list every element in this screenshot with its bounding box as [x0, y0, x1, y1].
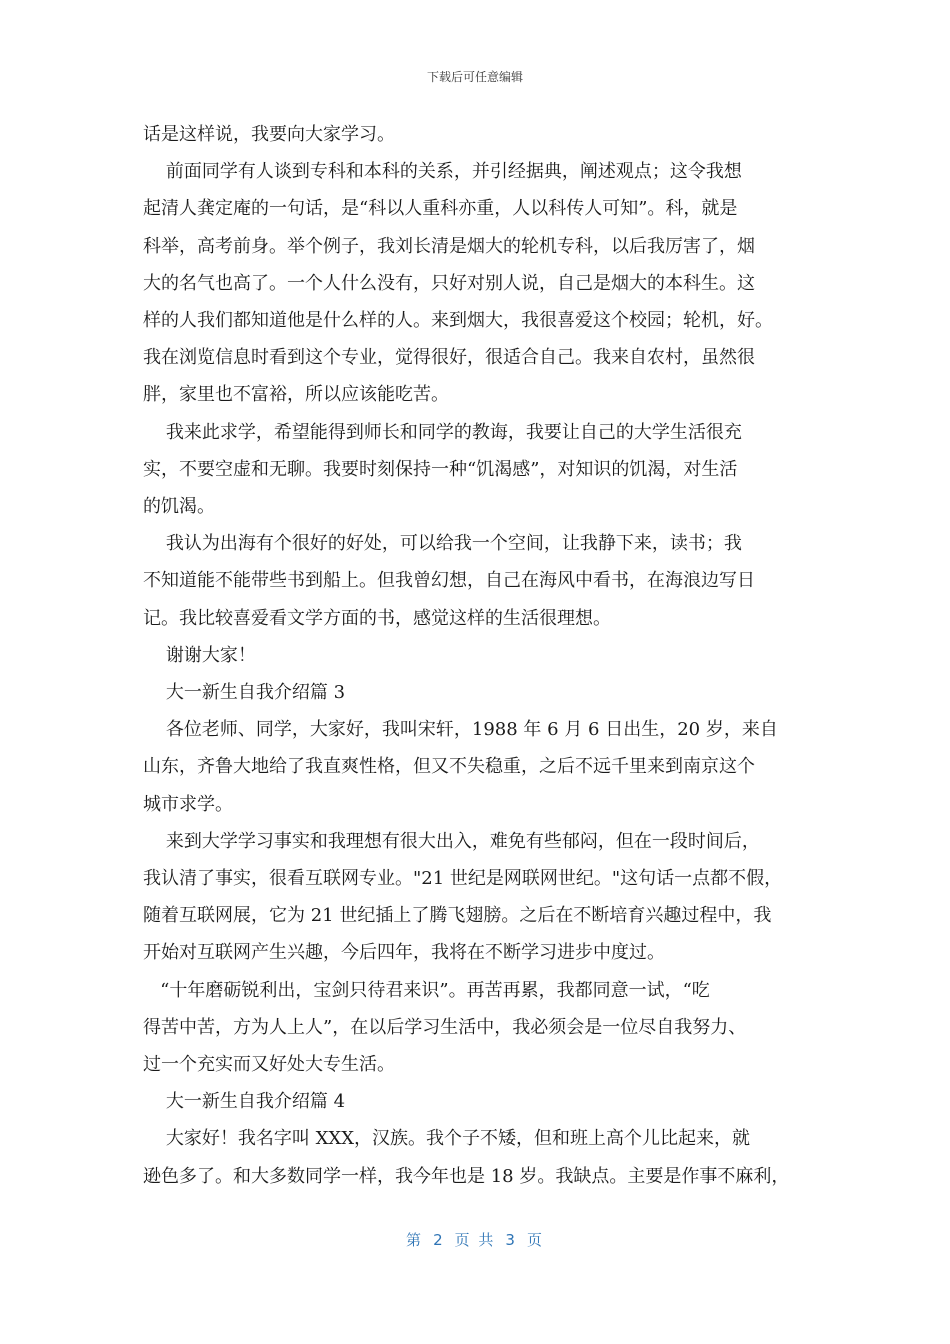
text-line: 科举，高考前身。举个例子，我刘长清是烟大的轮机专科，以后我厉害了，烟 [143, 235, 755, 257]
text-line: 起清人龚定庵的一句话，是“科以人重科亦重，人以科传人可知”。科，就是 [143, 198, 738, 220]
header-note: 下载后可任意编辑 [426, 70, 523, 84]
footer-total-pages: 3 [505, 1231, 517, 1249]
text-line: 样的人我们都知道他是什么样的人。来到烟大，我很喜爱这个校园；轮机，好。 [143, 310, 773, 332]
footer-page-number: 2 [433, 1231, 445, 1249]
text-line: 我认清了事实，很看互联网专业。"21 世纪是网联网世纪。"这句话一点都不假， [143, 868, 783, 890]
text-line: 实，不要空虚和无聊。我要时刻保持一种“饥渴感”，对知识的饥渴，对生活 [143, 458, 738, 480]
text-line: 过一个充实而又好处大专生活。 [143, 1054, 395, 1076]
text-line: 前面同学有人谈到专科和本科的关系，并引经据典，阐述观点；这令我想 [143, 161, 742, 183]
footer-prefix: 第 [406, 1231, 424, 1249]
text-line: 记。我比较喜爱看文学方面的书，感觉这样的生活很理想。 [143, 607, 611, 629]
text-line: 我在浏览信息时看到这个专业，觉得很好，很适合自己。我来自农村，虽然很 [143, 347, 755, 369]
text-line: 谢谢大家！ [143, 644, 256, 666]
text-line: 大的名气也高了。一个人什么没有，只好对别人说，自己是烟大的本科生。这 [143, 272, 755, 294]
footer-middle: 页 共 [454, 1231, 496, 1249]
text-line: 大一新生自我介绍篇 3 [143, 682, 346, 704]
text-line: 来到大学学习事实和我理想有很大出入，难免有些郁闷，但在一段时间后， [143, 830, 760, 852]
text-line: 不知道能不能带些书到船上。但我曾幻想，自己在海风中看书，在海浪边写日 [143, 570, 755, 592]
text-line: 大家好！我名字叫 XXX，汉族。我个子不矮，但和班上高个儿比起来，就 [143, 1128, 751, 1150]
text-line: 大一新生自我介绍篇 4 [143, 1091, 346, 1113]
footer-suffix: 页 [526, 1231, 544, 1249]
text-line: 的饥渴。 [143, 496, 215, 518]
page-footer [0, 1229, 950, 1250]
text-line: 山东，齐鲁大地给了我直爽性格，但又不失稳重，之后不远千里来到南京这个 [143, 756, 755, 778]
text-line: 我认为出海有个很好的好处，可以给我一个空间，让我静下来，读书；我 [143, 533, 742, 555]
text-line: “十年磨砺锐利出，宝剑只待君来识”。再苦再累，我都同意一试，“吃 [143, 979, 710, 1001]
text-line: 各位老师、同学，大家好，我叫宋轩，1988 年 6 月 6 日出生，20 岁，来自 [143, 719, 778, 741]
text-line: 城市求学。 [143, 793, 233, 815]
document-body [143, 116, 813, 1195]
text-line: 胖，家里也不富裕，所以应该能吃苦。 [143, 384, 449, 406]
text-line: 话是这样说，我要向大家学习。 [143, 124, 395, 145]
text-line: 逊色多了。和大多数同学一样，我今年也是 18 岁。我缺点。主要是作事不麻利， [143, 1165, 790, 1187]
text-line: 随着互联网展，它为 21 世纪插上了腾飞翅膀。之后在不断培育兴趣过程中，我 [143, 905, 772, 927]
text-line: 得苦中苦，方为人上人”，在以后学习生活中，我必须会是一位尽自我努力、 [143, 1016, 747, 1038]
text-line: 我来此求学，希望能得到师长和同学的教诲，我要让自己的大学生活很充 [143, 421, 742, 443]
text-line: 开始对互联网产生兴趣，今后四年，我将在不断学习进步中度过。 [143, 942, 665, 964]
